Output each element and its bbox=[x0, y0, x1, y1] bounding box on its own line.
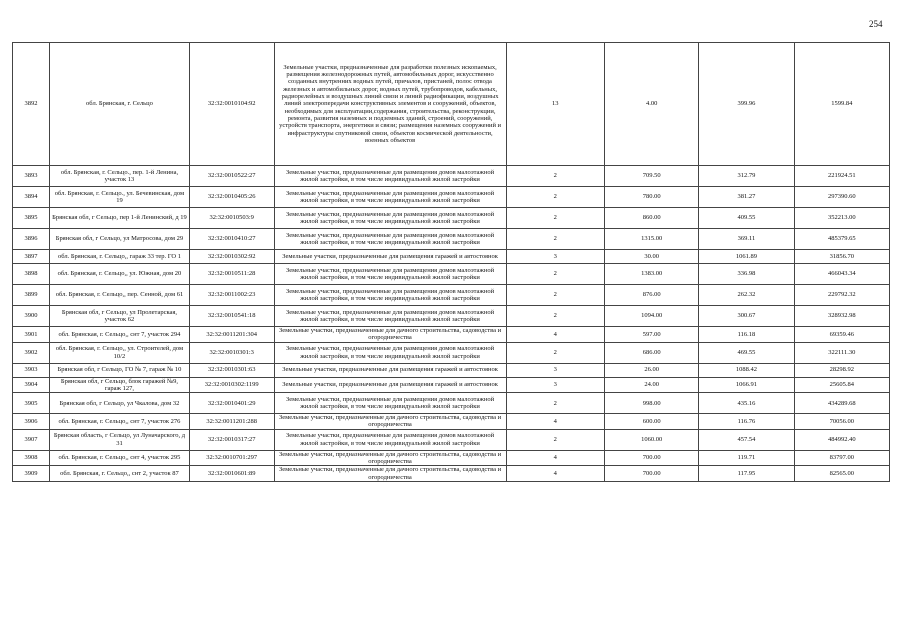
cell-unit-value: 1088.42 bbox=[699, 363, 794, 377]
cell-area: 686.00 bbox=[605, 342, 699, 363]
cell-group: 3 bbox=[506, 250, 605, 264]
table-row bbox=[13, 250, 890, 264]
cell-area: 998.00 bbox=[605, 393, 699, 414]
cell-area: 1060.00 bbox=[605, 429, 699, 450]
cell-cadastral-value: 322111.30 bbox=[794, 342, 889, 363]
cell-unit-value: 262.32 bbox=[699, 285, 794, 306]
table-row bbox=[13, 229, 890, 250]
cell-permitted-use: Земельные участки, предназначенные для размещения домов малоэтажной жилой застройки, в том числе индивидуальной жилой застройки bbox=[274, 187, 506, 208]
cell-unit-value: 457.54 bbox=[699, 429, 794, 450]
table-row bbox=[13, 377, 890, 393]
cell-address: обл. Брянская, г. Сельцо,, ул. Южная, дом 20 bbox=[50, 264, 190, 285]
cell-cadastral-value: 466043.34 bbox=[794, 264, 889, 285]
cell-cadastral-number: 32:32:0010511:28 bbox=[189, 264, 274, 285]
cell-unit-value: 116.76 bbox=[699, 414, 794, 430]
cell-area: 709.50 bbox=[605, 166, 699, 187]
table-row bbox=[13, 208, 890, 229]
cell-number: 3895 bbox=[13, 208, 50, 229]
cell-group: 2 bbox=[506, 285, 605, 306]
cell-group: 2 bbox=[506, 208, 605, 229]
cell-group: 2 bbox=[506, 264, 605, 285]
cell-permitted-use: Земельные участки, предназначенные для размещения домов малоэтажной жилой застройки, в том числе индивидуальной жилой застройки bbox=[274, 229, 506, 250]
cell-address: обл. Брянская, г. Сельцо,, снт 7, участок 276 bbox=[50, 414, 190, 430]
cell-group: 3 bbox=[506, 363, 605, 377]
cell-area: 876.00 bbox=[605, 285, 699, 306]
cell-address: обл. Брянская, г. Сельцо., пер. 1-й Ленина, участок 13 bbox=[50, 166, 190, 187]
cell-permitted-use: Земельные участки, предназначенные для размещения домов малоэтажной жилой застройки, в том числе индивидуальной жилой застройки bbox=[274, 342, 506, 363]
cell-cadastral-number: 32:32:0010701:297 bbox=[189, 450, 274, 466]
cell-cadastral-number: 32:32:0010301:3 bbox=[189, 342, 274, 363]
cell-address: обл. Брянская, г. Сельцо,, гараж 33 тер. ГО 1 bbox=[50, 250, 190, 264]
cell-cadastral-number: 32:32:0010405:26 bbox=[189, 187, 274, 208]
cell-permitted-use: Земельные участки, предназначенные для дачного строительства, садоводства и огородничества bbox=[274, 450, 506, 466]
cell-cadastral-value: 352213.00 bbox=[794, 208, 889, 229]
cell-address: обл. Брянская, г. Сельцо,, пер. Сенной, дом 61 bbox=[50, 285, 190, 306]
table-row bbox=[13, 393, 890, 414]
cell-address: обл. Брянская, г. Сельцо,, снт 2, участок 87 bbox=[50, 466, 190, 482]
cell-number: 3892 bbox=[13, 43, 50, 166]
cell-cadastral-value: 434289.68 bbox=[794, 393, 889, 414]
cell-area: 1094.00 bbox=[605, 306, 699, 327]
cell-number: 3903 bbox=[13, 363, 50, 377]
cell-cadastral-value: 70056.00 bbox=[794, 414, 889, 430]
page-number: 254 bbox=[869, 19, 883, 29]
table-row bbox=[13, 466, 890, 482]
cell-group: 2 bbox=[506, 429, 605, 450]
cell-address: Брянская обл, г Сельцо, ул Чкалова, дом 32 bbox=[50, 393, 190, 414]
cell-address: Брянская обл, г Сельцо, ул Пролетарская, участок 62 bbox=[50, 306, 190, 327]
cell-number: 3906 bbox=[13, 414, 50, 430]
cell-group: 4 bbox=[506, 466, 605, 482]
cell-area: 1383.00 bbox=[605, 264, 699, 285]
cell-address: Брянская обл, г Сельцо, пер 1-й Ленинский, д 19 bbox=[50, 208, 190, 229]
cell-permitted-use: Земельные участки, предназначенные для размещения домов малоэтажной жилой застройки, в том числе индивидуальной жилой застройки bbox=[274, 264, 506, 285]
cell-group: 2 bbox=[506, 393, 605, 414]
cell-area: 30.00 bbox=[605, 250, 699, 264]
cell-area: 860.00 bbox=[605, 208, 699, 229]
table-row bbox=[13, 429, 890, 450]
cell-cadastral-value: 484992.40 bbox=[794, 429, 889, 450]
cell-number: 3909 bbox=[13, 466, 50, 482]
table-row bbox=[13, 306, 890, 327]
cell-cadastral-number: 32:32:0010601:89 bbox=[189, 466, 274, 482]
cell-cadastral-value: 1599.84 bbox=[794, 43, 889, 166]
cell-number: 3902 bbox=[13, 342, 50, 363]
cell-permitted-use: Земельные участки, предназначенные для размещения гаражей и автостоянок bbox=[274, 363, 506, 377]
cell-number: 3901 bbox=[13, 327, 50, 343]
cell-cadastral-value: 83797.00 bbox=[794, 450, 889, 466]
cell-cadastral-number: 32:32:0011201:304 bbox=[189, 327, 274, 343]
cell-cadastral-number: 32:32:0010503:9 bbox=[189, 208, 274, 229]
cell-unit-value: 399.96 bbox=[699, 43, 794, 166]
cell-number: 3894 bbox=[13, 187, 50, 208]
table-row bbox=[13, 166, 890, 187]
cell-cadastral-value: 328932.98 bbox=[794, 306, 889, 327]
cell-address: Брянская область, г Сельцо, ул Луначарского, д 31 bbox=[50, 429, 190, 450]
cell-group: 2 bbox=[506, 306, 605, 327]
cell-cadastral-value: 297390.60 bbox=[794, 187, 889, 208]
cell-address: обл. Брянская, г. Сельцо,, снт 4, участок 295 bbox=[50, 450, 190, 466]
cell-group: 2 bbox=[506, 342, 605, 363]
cell-cadastral-number: 32:32:0010401:29 bbox=[189, 393, 274, 414]
cell-number: 3905 bbox=[13, 393, 50, 414]
cell-number: 3907 bbox=[13, 429, 50, 450]
cell-area: 4.00 bbox=[605, 43, 699, 166]
cell-group: 2 bbox=[506, 229, 605, 250]
cell-cadastral-value: 69359.46 bbox=[794, 327, 889, 343]
cell-cadastral-number: 32:32:0010104:92 bbox=[189, 43, 274, 166]
cell-area: 597.00 bbox=[605, 327, 699, 343]
cell-unit-value: 381.27 bbox=[699, 187, 794, 208]
cell-number: 3893 bbox=[13, 166, 50, 187]
cell-permitted-use: Земельные участки, предназначенные для размещения домов малоэтажной жилой застройки, в том числе индивидуальной жилой застройки bbox=[274, 306, 506, 327]
cell-cadastral-number: 32:32:0010301:63 bbox=[189, 363, 274, 377]
cell-permitted-use: Земельные участки, предназначенные для дачного строительства, садоводства и огородничества bbox=[274, 327, 506, 343]
cell-unit-value: 117.95 bbox=[699, 466, 794, 482]
table-row bbox=[13, 43, 890, 166]
cell-address: обл. Брянская, г. Сельцо bbox=[50, 43, 190, 166]
cell-permitted-use: Земельные участки, предназначенные для размещения гаражей и автостоянок bbox=[274, 377, 506, 393]
cell-group: 2 bbox=[506, 166, 605, 187]
cell-unit-value: 1061.89 bbox=[699, 250, 794, 264]
cell-address: обл. Брянская, г. Сельцо., ул. Бечевинская, дом 19 bbox=[50, 187, 190, 208]
table-row bbox=[13, 187, 890, 208]
cell-unit-value: 119.71 bbox=[699, 450, 794, 466]
cell-address: Брянская обл, г Сельцо, блок гаражей №9, гараж 127, bbox=[50, 377, 190, 393]
cell-cadastral-number: 32:32:0010302:1199 bbox=[189, 377, 274, 393]
table-row bbox=[13, 327, 890, 343]
cell-group: 4 bbox=[506, 327, 605, 343]
cell-address: обл. Брянская, г. Сельцо,, ул. Строителей, дом 10/2 bbox=[50, 342, 190, 363]
cell-area: 24.00 bbox=[605, 377, 699, 393]
cell-permitted-use: Земельные участки, предназначенные для размещения домов малоэтажной жилой застройки, в том числе индивидуальной жилой застройки bbox=[274, 208, 506, 229]
cell-unit-value: 469.55 bbox=[699, 342, 794, 363]
cell-area: 600.00 bbox=[605, 414, 699, 430]
cell-number: 3899 bbox=[13, 285, 50, 306]
cell-permitted-use: Земельные участки, предназначенные для разработки полезных ископаемых, размещения железнодорожных путей, автомобильных дорог, искусственно созданных внутренних водных путей, причалов, пристаней, полос отвода железных и автомобильных дорог, водных путей, трубопроводов, кабельных, радиорелейных и воздушных линий связи и линий радиофикации, воздушных линий электропередачи конструктивных элементов и сооружений, объектов, необходимых для эксплуатации,содержания, строительства, реконструкции, ремонта, развития наземных и подземных зданий, строений, сооружений, устройств транспорта, энергетики и связи; размещения наземных сооружений и инфраструктуры спутниковой связи, объектов космической деятельности, военных объектов bbox=[274, 43, 506, 166]
cell-cadastral-value: 28298.92 bbox=[794, 363, 889, 377]
cell-unit-value: 369.11 bbox=[699, 229, 794, 250]
cell-group: 3 bbox=[506, 377, 605, 393]
cell-permitted-use: Земельные участки, предназначенные для размещения домов малоэтажной жилой застройки, в том числе индивидуальной жилой застройки bbox=[274, 166, 506, 187]
cell-unit-value: 409.55 bbox=[699, 208, 794, 229]
cell-address: Брянская обл, г Сельцо, ул Матросова, дом 29 bbox=[50, 229, 190, 250]
land-plot-registry-table bbox=[12, 42, 890, 482]
cell-cadastral-value: 485379.65 bbox=[794, 229, 889, 250]
cell-group: 4 bbox=[506, 450, 605, 466]
cell-unit-value: 312.79 bbox=[699, 166, 794, 187]
cell-address: обл. Брянская, г. Сельцо,, снт 7, участок 294 bbox=[50, 327, 190, 343]
cell-group: 4 bbox=[506, 414, 605, 430]
cell-area: 780.00 bbox=[605, 187, 699, 208]
cell-address: Брянская обл, г Сельцо, ГО № 7, гараж № 10 bbox=[50, 363, 190, 377]
table-row bbox=[13, 285, 890, 306]
cell-number: 3898 bbox=[13, 264, 50, 285]
cell-number: 3896 bbox=[13, 229, 50, 250]
cell-permitted-use: Земельные участки, предназначенные для размещения домов малоэтажной жилой застройки, в том числе индивидуальной жилой застройки bbox=[274, 285, 506, 306]
table-row bbox=[13, 414, 890, 430]
cell-permitted-use: Земельные участки, предназначенные для размещения гаражей и автостоянок bbox=[274, 250, 506, 264]
cell-number: 3908 bbox=[13, 450, 50, 466]
cell-cadastral-value: 31856.70 bbox=[794, 250, 889, 264]
cell-cadastral-number: 32:32:0011002:23 bbox=[189, 285, 274, 306]
cell-number: 3904 bbox=[13, 377, 50, 393]
cell-group: 13 bbox=[506, 43, 605, 166]
cell-cadastral-number: 32:32:0010541:18 bbox=[189, 306, 274, 327]
cell-area: 700.00 bbox=[605, 466, 699, 482]
cell-cadastral-number: 32:32:0010317:27 bbox=[189, 429, 274, 450]
table-row bbox=[13, 342, 890, 363]
cell-unit-value: 336.98 bbox=[699, 264, 794, 285]
cell-permitted-use: Земельные участки, предназначенные для дачного строительства, садоводства и огородничества bbox=[274, 466, 506, 482]
cell-unit-value: 300.67 bbox=[699, 306, 794, 327]
cell-permitted-use: Земельные участки, предназначенные для дачного строительства, садоводства и огородничества bbox=[274, 414, 506, 430]
table-row bbox=[13, 264, 890, 285]
cell-number: 3900 bbox=[13, 306, 50, 327]
cell-cadastral-value: 82565.00 bbox=[794, 466, 889, 482]
cell-cadastral-number: 32:32:0010522:27 bbox=[189, 166, 274, 187]
cell-cadastral-value: 229792.32 bbox=[794, 285, 889, 306]
cell-unit-value: 1066.91 bbox=[699, 377, 794, 393]
cell-cadastral-number: 32:32:0010410:27 bbox=[189, 229, 274, 250]
cell-cadastral-value: 25605.84 bbox=[794, 377, 889, 393]
cell-permitted-use: Земельные участки, предназначенные для размещения домов малоэтажной жилой застройки, в том числе индивидуальной жилой застройки bbox=[274, 393, 506, 414]
cell-cadastral-number: 32:32:0010302:92 bbox=[189, 250, 274, 264]
cell-unit-value: 116.18 bbox=[699, 327, 794, 343]
cell-cadastral-value: 221924.51 bbox=[794, 166, 889, 187]
cell-area: 700.00 bbox=[605, 450, 699, 466]
cell-permitted-use: Земельные участки, предназначенные для размещения домов малоэтажной жилой застройки, в том числе индивидуальной жилой застройки bbox=[274, 429, 506, 450]
cell-cadastral-number: 32:32:0011201:288 bbox=[189, 414, 274, 430]
cell-group: 2 bbox=[506, 187, 605, 208]
cell-area: 1315.00 bbox=[605, 229, 699, 250]
cell-area: 26.00 bbox=[605, 363, 699, 377]
table-row bbox=[13, 450, 890, 466]
cell-unit-value: 435.16 bbox=[699, 393, 794, 414]
table-row bbox=[13, 363, 890, 377]
cell-number: 3897 bbox=[13, 250, 50, 264]
